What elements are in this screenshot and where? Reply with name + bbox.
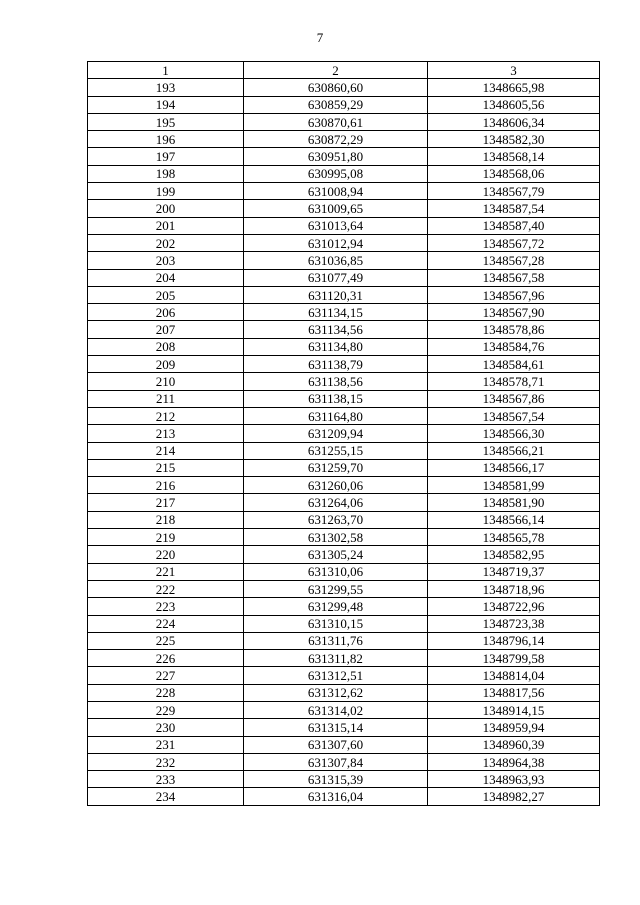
- table-row: [88, 234, 600, 251]
- cell-point-number: 193: [88, 79, 244, 96]
- table-row: [88, 632, 600, 649]
- column-header-number: 1: [88, 62, 244, 79]
- table-row: [88, 304, 600, 321]
- cell-x-coordinate: 631164,80: [244, 407, 428, 424]
- cell-x-coordinate: 630951,80: [244, 148, 428, 165]
- page-number: 7: [316, 30, 324, 45]
- cell-point-number: 222: [88, 580, 244, 597]
- coordinates-table: [87, 61, 600, 806]
- cell-x-coordinate: 631315,39: [244, 771, 428, 788]
- cell-point-number: 228: [88, 684, 244, 701]
- table-row: [88, 753, 600, 770]
- cell-y-coordinate: 1348959,94: [428, 719, 600, 736]
- cell-y-coordinate: 1348606,34: [428, 113, 600, 130]
- table-row: [88, 338, 600, 355]
- cell-y-coordinate: 1348817,56: [428, 684, 600, 701]
- cell-x-coordinate: 631134,15: [244, 304, 428, 321]
- cell-point-number: 206: [88, 304, 244, 321]
- cell-point-number: 234: [88, 788, 244, 805]
- table-row: [88, 321, 600, 338]
- cell-y-coordinate: 1348799,58: [428, 650, 600, 667]
- table-row: [88, 598, 600, 615]
- cell-y-coordinate: 1348719,37: [428, 563, 600, 580]
- cell-x-coordinate: 631312,51: [244, 667, 428, 684]
- cell-y-coordinate: 1348584,76: [428, 338, 600, 355]
- table-row: [88, 407, 600, 424]
- cell-y-coordinate: 1348796,14: [428, 632, 600, 649]
- cell-y-coordinate: 1348963,93: [428, 771, 600, 788]
- cell-x-coordinate: 631120,31: [244, 286, 428, 303]
- cell-point-number: 210: [88, 373, 244, 390]
- cell-point-number: 213: [88, 425, 244, 442]
- cell-point-number: 212: [88, 407, 244, 424]
- cell-x-coordinate: 631036,85: [244, 252, 428, 269]
- table-row: [88, 511, 600, 528]
- table-row: [88, 459, 600, 476]
- cell-point-number: 219: [88, 529, 244, 546]
- cell-x-coordinate: 631299,55: [244, 580, 428, 597]
- cell-x-coordinate: 631310,06: [244, 563, 428, 580]
- table-row: [88, 615, 600, 632]
- table-row: [88, 667, 600, 684]
- cell-y-coordinate: 1348567,86: [428, 390, 600, 407]
- cell-point-number: 218: [88, 511, 244, 528]
- cell-x-coordinate: 631263,70: [244, 511, 428, 528]
- cell-point-number: 227: [88, 667, 244, 684]
- cell-point-number: 215: [88, 459, 244, 476]
- cell-point-number: 229: [88, 701, 244, 718]
- cell-y-coordinate: 1348723,38: [428, 615, 600, 632]
- cell-x-coordinate: 631138,79: [244, 356, 428, 373]
- cell-point-number: 208: [88, 338, 244, 355]
- table-row: [88, 788, 600, 805]
- cell-x-coordinate: 631305,24: [244, 546, 428, 563]
- cell-point-number: 197: [88, 148, 244, 165]
- cell-x-coordinate: 631009,65: [244, 200, 428, 217]
- cell-x-coordinate: 631012,94: [244, 234, 428, 251]
- cell-point-number: 232: [88, 753, 244, 770]
- table-row: [88, 719, 600, 736]
- cell-y-coordinate: 1348605,56: [428, 96, 600, 113]
- cell-point-number: 198: [88, 165, 244, 182]
- cell-y-coordinate: 1348581,99: [428, 477, 600, 494]
- cell-y-coordinate: 1348964,38: [428, 753, 600, 770]
- table-row: [88, 148, 600, 165]
- column-header-y: 3: [428, 62, 600, 79]
- cell-x-coordinate: 631259,70: [244, 459, 428, 476]
- table-row: [88, 390, 600, 407]
- cell-y-coordinate: 1348960,39: [428, 736, 600, 753]
- cell-y-coordinate: 1348814,04: [428, 667, 600, 684]
- cell-x-coordinate: 631138,56: [244, 373, 428, 390]
- table-row: [88, 529, 600, 546]
- table-row: [88, 546, 600, 563]
- table-row: [88, 200, 600, 217]
- table-row: [88, 96, 600, 113]
- cell-y-coordinate: 1348566,30: [428, 425, 600, 442]
- cell-x-coordinate: 631138,15: [244, 390, 428, 407]
- cell-point-number: 226: [88, 650, 244, 667]
- cell-point-number: 225: [88, 632, 244, 649]
- table-row: [88, 563, 600, 580]
- table-row: [88, 165, 600, 182]
- cell-y-coordinate: 1348566,14: [428, 511, 600, 528]
- cell-point-number: 220: [88, 546, 244, 563]
- cell-x-coordinate: 631302,58: [244, 529, 428, 546]
- cell-x-coordinate: 631077,49: [244, 269, 428, 286]
- table-row: [88, 269, 600, 286]
- cell-y-coordinate: 1348567,54: [428, 407, 600, 424]
- cell-point-number: 204: [88, 269, 244, 286]
- cell-point-number: 209: [88, 356, 244, 373]
- cell-x-coordinate: 631314,02: [244, 701, 428, 718]
- cell-y-coordinate: 1348581,90: [428, 494, 600, 511]
- cell-point-number: 230: [88, 719, 244, 736]
- table-row: [88, 580, 600, 597]
- cell-x-coordinate: 631315,14: [244, 719, 428, 736]
- cell-point-number: 214: [88, 442, 244, 459]
- cell-y-coordinate: 1348568,14: [428, 148, 600, 165]
- cell-x-coordinate: 631264,06: [244, 494, 428, 511]
- table-row: [88, 442, 600, 459]
- cell-x-coordinate: 631134,80: [244, 338, 428, 355]
- cell-x-coordinate: 631307,84: [244, 753, 428, 770]
- cell-y-coordinate: 1348587,54: [428, 200, 600, 217]
- table-row: [88, 425, 600, 442]
- cell-point-number: 199: [88, 183, 244, 200]
- cell-y-coordinate: 1348582,30: [428, 131, 600, 148]
- cell-point-number: 196: [88, 131, 244, 148]
- cell-point-number: 205: [88, 286, 244, 303]
- table-row: [88, 684, 600, 701]
- cell-point-number: 217: [88, 494, 244, 511]
- cell-y-coordinate: 1348718,96: [428, 580, 600, 597]
- cell-y-coordinate: 1348587,40: [428, 217, 600, 234]
- cell-point-number: 231: [88, 736, 244, 753]
- table-row: [88, 286, 600, 303]
- table-row: [88, 113, 600, 130]
- cell-y-coordinate: 1348566,17: [428, 459, 600, 476]
- cell-y-coordinate: 1348568,06: [428, 165, 600, 182]
- cell-point-number: 194: [88, 96, 244, 113]
- cell-x-coordinate: 631013,64: [244, 217, 428, 234]
- cell-y-coordinate: 1348567,96: [428, 286, 600, 303]
- cell-x-coordinate: 630872,29: [244, 131, 428, 148]
- cell-y-coordinate: 1348582,95: [428, 546, 600, 563]
- cell-point-number: 223: [88, 598, 244, 615]
- cell-x-coordinate: 630870,61: [244, 113, 428, 130]
- cell-x-coordinate: 631307,60: [244, 736, 428, 753]
- cell-x-coordinate: 630859,29: [244, 96, 428, 113]
- cell-y-coordinate: 1348578,71: [428, 373, 600, 390]
- cell-y-coordinate: 1348665,98: [428, 79, 600, 96]
- cell-y-coordinate: 1348914,15: [428, 701, 600, 718]
- table-row: [88, 650, 600, 667]
- cell-x-coordinate: 631311,76: [244, 632, 428, 649]
- table-row: [88, 79, 600, 96]
- cell-x-coordinate: 631260,06: [244, 477, 428, 494]
- table-row: [88, 252, 600, 269]
- cell-x-coordinate: 631310,15: [244, 615, 428, 632]
- table-row: [88, 701, 600, 718]
- header-row: [88, 62, 600, 79]
- cell-x-coordinate: 631312,62: [244, 684, 428, 701]
- cell-y-coordinate: 1348584,61: [428, 356, 600, 373]
- cell-y-coordinate: 1348565,78: [428, 529, 600, 546]
- cell-x-coordinate: 631008,94: [244, 183, 428, 200]
- cell-y-coordinate: 1348722,96: [428, 598, 600, 615]
- cell-point-number: 224: [88, 615, 244, 632]
- table-row: [88, 736, 600, 753]
- cell-x-coordinate: 631255,15: [244, 442, 428, 459]
- table-row: [88, 183, 600, 200]
- table-row: [88, 356, 600, 373]
- cell-point-number: 211: [88, 390, 244, 407]
- table-header: [88, 62, 600, 79]
- table-row: [88, 771, 600, 788]
- cell-point-number: 203: [88, 252, 244, 269]
- table-row: [88, 131, 600, 148]
- table-row: [88, 217, 600, 234]
- cell-y-coordinate: 1348567,58: [428, 269, 600, 286]
- cell-point-number: 200: [88, 200, 244, 217]
- cell-point-number: 207: [88, 321, 244, 338]
- table-row: [88, 494, 600, 511]
- cell-point-number: 216: [88, 477, 244, 494]
- cell-x-coordinate: 630860,60: [244, 79, 428, 96]
- cell-x-coordinate: 631134,56: [244, 321, 428, 338]
- cell-point-number: 221: [88, 563, 244, 580]
- cell-point-number: 202: [88, 234, 244, 251]
- cell-y-coordinate: 1348567,28: [428, 252, 600, 269]
- cell-point-number: 195: [88, 113, 244, 130]
- cell-y-coordinate: 1348567,79: [428, 183, 600, 200]
- cell-y-coordinate: 1348982,27: [428, 788, 600, 805]
- cell-x-coordinate: 630995,08: [244, 165, 428, 182]
- cell-point-number: 201: [88, 217, 244, 234]
- table-row: [88, 477, 600, 494]
- cell-y-coordinate: 1348566,21: [428, 442, 600, 459]
- table-body: [88, 79, 600, 805]
- cell-y-coordinate: 1348578,86: [428, 321, 600, 338]
- table-row: [88, 373, 600, 390]
- cell-x-coordinate: 631299,48: [244, 598, 428, 615]
- cell-x-coordinate: 631311,82: [244, 650, 428, 667]
- cell-x-coordinate: 631209,94: [244, 425, 428, 442]
- cell-point-number: 233: [88, 771, 244, 788]
- cell-y-coordinate: 1348567,72: [428, 234, 600, 251]
- cell-y-coordinate: 1348567,90: [428, 304, 600, 321]
- column-header-x: 2: [244, 62, 428, 79]
- cell-x-coordinate: 631316,04: [244, 788, 428, 805]
